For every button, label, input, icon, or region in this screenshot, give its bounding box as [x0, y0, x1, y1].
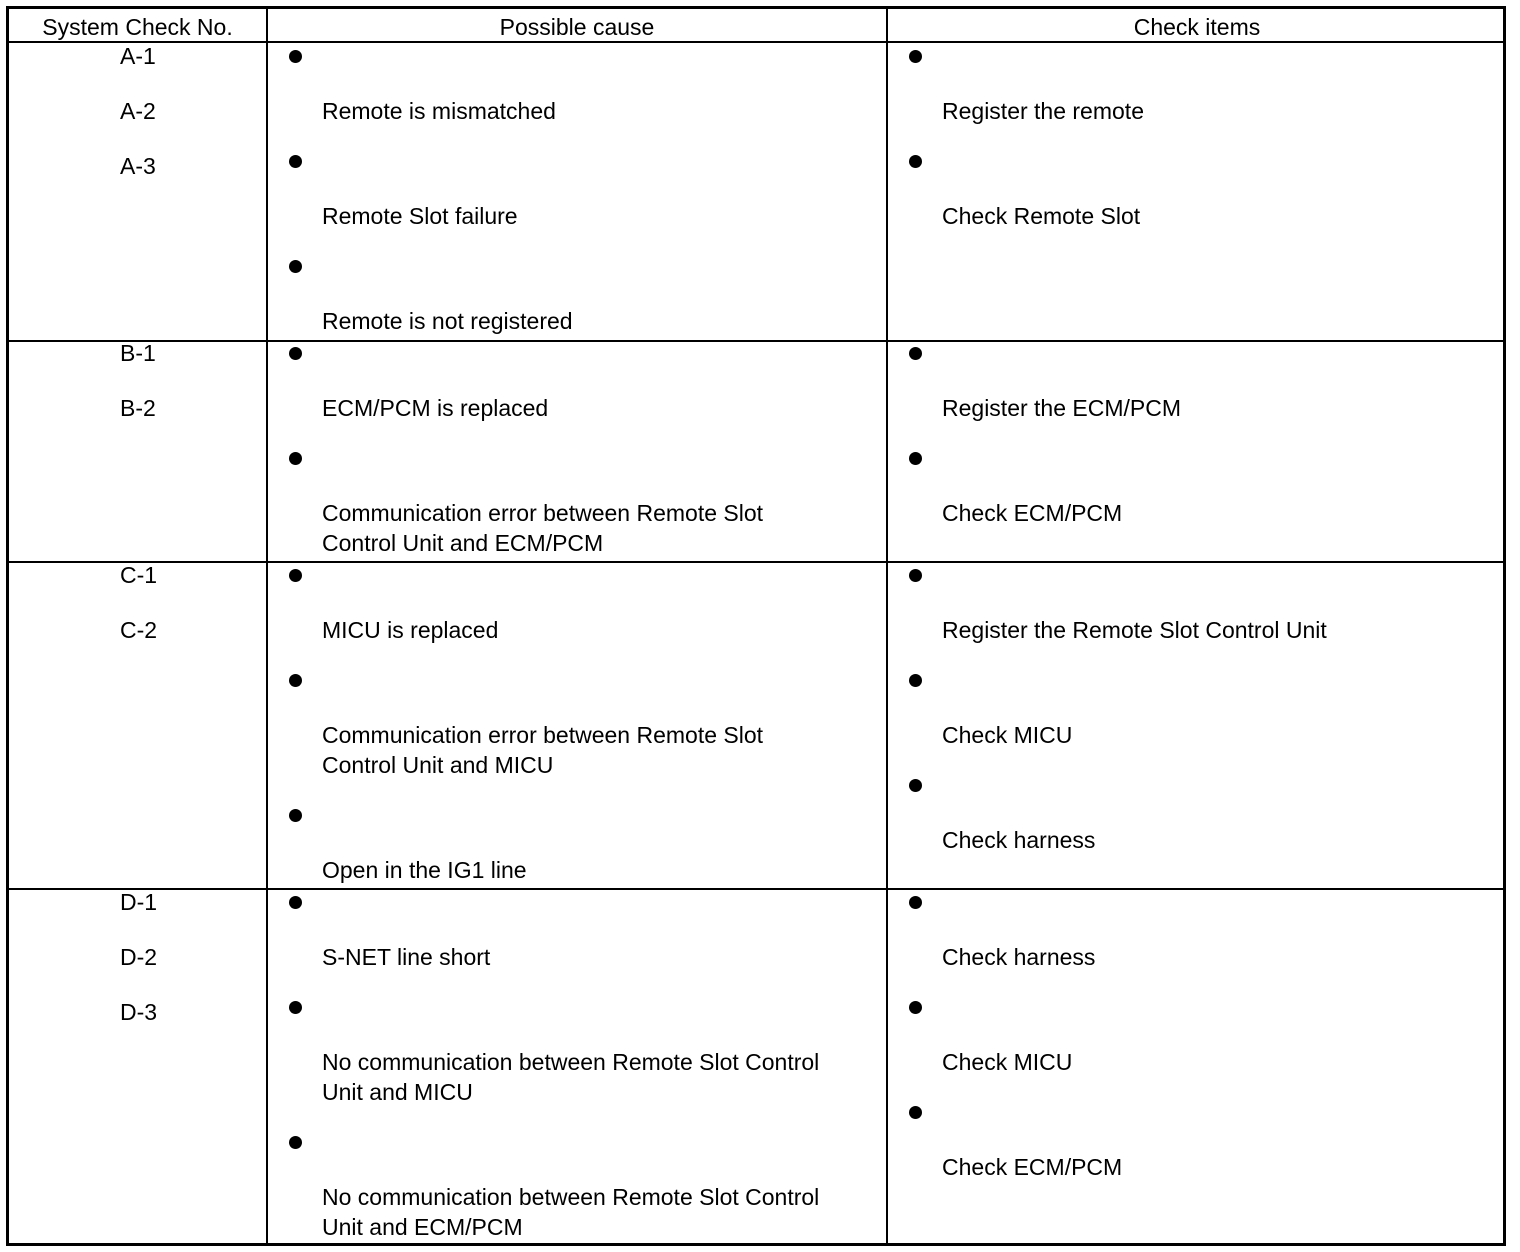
header-check-items: Check items [1133, 14, 1261, 40]
system-check-code: A-1 [120, 43, 156, 69]
possible-cause-text: Control Unit and ECM/PCM [322, 530, 604, 556]
system-check-code: D-1 [120, 889, 158, 915]
possible-cause-text: Remote is mismatched [322, 98, 556, 124]
bullet-icon [909, 1106, 922, 1119]
bullet-icon [289, 452, 302, 465]
bullet-icon [289, 809, 302, 822]
possible-cause-text: No communication between Remote Slot Control [322, 1049, 820, 1075]
diagnostic-table [6, 6, 1506, 1246]
system-check-code: D-3 [120, 999, 158, 1025]
possible-cause-text: Open in the IG1 line [322, 857, 527, 883]
bullet-icon [909, 155, 922, 168]
bullet-icon [909, 1001, 922, 1014]
possible-cause-text: Unit and ECM/PCM [322, 1214, 523, 1240]
possible-cause-text: Remote Slot failure [322, 203, 518, 229]
bullet-icon [909, 347, 922, 360]
possible-cause-text: MICU is replaced [322, 617, 499, 643]
system-check-code: C-2 [120, 617, 158, 643]
possible-cause-text: S-NET line short [322, 944, 491, 970]
system-check-code: C-1 [120, 562, 158, 588]
header-system-check-no: System Check No. [42, 14, 233, 40]
bullet-icon [909, 569, 922, 582]
check-item-text: Check MICU [942, 722, 1073, 748]
bullet-icon [909, 896, 922, 909]
check-item-text: Check ECM/PCM [942, 500, 1123, 526]
check-item-text: Register the Remote Slot Control Unit [942, 617, 1327, 643]
row-divider [9, 340, 1503, 342]
bullet-icon [289, 674, 302, 687]
possible-cause-text: Communication error between Remote Slot [322, 722, 764, 748]
bullet-icon [289, 260, 302, 273]
possible-cause-text: Remote is not registered [322, 308, 573, 334]
check-item-text: Check MICU [942, 1049, 1073, 1075]
system-check-code: B-1 [120, 340, 156, 366]
bullet-icon [909, 452, 922, 465]
possible-cause-text: ECM/PCM is replaced [322, 395, 549, 421]
header-possible-cause: Possible cause [499, 14, 655, 40]
column-divider [886, 9, 888, 1243]
row-divider [9, 888, 1503, 890]
bullet-icon [909, 674, 922, 687]
check-item-text: Register the remote [942, 98, 1144, 124]
bullet-icon [289, 896, 302, 909]
bullet-icon [289, 569, 302, 582]
system-check-code: B-2 [120, 395, 156, 421]
bullet-icon [909, 50, 922, 63]
bullet-icon [289, 50, 302, 63]
check-item-text: Check ECM/PCM [942, 1154, 1123, 1180]
system-check-code: D-2 [120, 944, 158, 970]
bullet-icon [289, 1136, 302, 1149]
check-item-text: Check harness [942, 944, 1096, 970]
possible-cause-text: Unit and MICU [322, 1079, 473, 1105]
possible-cause-text: Control Unit and MICU [322, 752, 554, 778]
check-item-text: Register the ECM/PCM [942, 395, 1182, 421]
check-item-text: Check harness [942, 827, 1096, 853]
bullet-icon [909, 779, 922, 792]
column-divider [266, 9, 268, 1243]
bullet-icon [289, 155, 302, 168]
possible-cause-text: No communication between Remote Slot Control [322, 1184, 820, 1210]
row-divider [9, 561, 1503, 563]
system-check-code: A-3 [120, 153, 156, 179]
check-item-text: Check Remote Slot [942, 203, 1141, 229]
possible-cause-text: Communication error between Remote Slot [322, 500, 764, 526]
system-check-code: A-2 [120, 98, 156, 124]
bullet-icon [289, 347, 302, 360]
bullet-icon [289, 1001, 302, 1014]
